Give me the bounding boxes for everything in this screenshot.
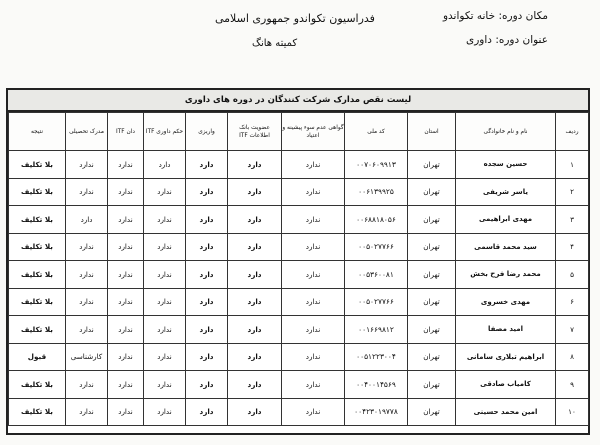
course-title-label: عنوان دوره:: [495, 34, 548, 46]
table-row: [9, 233, 589, 261]
column-header: حکم داوری ITF: [144, 113, 186, 151]
table-row: [9, 398, 589, 426]
table-cell: ندارد: [108, 233, 144, 261]
table-cell: ندارد: [144, 371, 186, 399]
table-cell: ندارد: [144, 261, 186, 289]
table-row: [9, 206, 589, 234]
table-cell: ندارد: [144, 178, 186, 206]
table-cell: ۰۰۷۰۶۰۹۹۱۳: [345, 151, 408, 179]
table-cell: تهران: [408, 316, 456, 344]
table-cell: دارد: [186, 316, 228, 344]
table-cell: ندارد: [108, 343, 144, 371]
table-cell: ۶: [556, 288, 589, 316]
table-cell: ندارد: [282, 371, 345, 399]
table-cell: دارد: [186, 371, 228, 399]
table-cell: دارد: [186, 398, 228, 426]
table-cell: ندارد: [66, 398, 108, 426]
table-cell: ندارد: [282, 288, 345, 316]
participants-table: [8, 112, 589, 426]
table-cell: ۴: [556, 233, 589, 261]
table-cell: ندارد: [144, 316, 186, 344]
table-cell: دارد: [228, 371, 282, 399]
table-cell: دارد: [66, 206, 108, 234]
table-cell: ندارد: [108, 288, 144, 316]
course-place: [443, 10, 548, 22]
table-cell: ندارد: [66, 288, 108, 316]
table-cell: ندارد: [108, 261, 144, 289]
table-cell: تهران: [408, 233, 456, 261]
column-header: دان ITF: [108, 113, 144, 151]
table-row: [9, 261, 589, 289]
table-cell: ندارد: [282, 151, 345, 179]
table-cell: ندارد: [282, 178, 345, 206]
table-cell: محمد رضا فرح بخش: [456, 261, 556, 289]
table-cell: دارد: [186, 343, 228, 371]
table-cell: ندارد: [282, 316, 345, 344]
table-cell: ندارد: [282, 233, 345, 261]
table-row: [9, 178, 589, 206]
table-cell: تهران: [408, 288, 456, 316]
table-row: [9, 288, 589, 316]
table-cell: امین محمد حسینی: [456, 398, 556, 426]
table-cell: ۰۰۵۰۲۷۷۶۶: [345, 288, 408, 316]
table-cell: ندارد: [282, 343, 345, 371]
table-cell: دارد: [186, 233, 228, 261]
table-cell: ندارد: [144, 288, 186, 316]
column-header: نتیجه: [9, 113, 66, 151]
table-cell: کامیاب صادقی: [456, 371, 556, 399]
table-cell: ندارد: [282, 398, 345, 426]
table-cell: ۳: [556, 206, 589, 234]
column-header: کد ملی: [345, 113, 408, 151]
course-place-value: خانه تکواندو: [442, 10, 496, 22]
table-cell: ۰۰۵۱۲۲۳۰۰۴: [345, 343, 408, 371]
table-cell: تهران: [408, 343, 456, 371]
table-cell: ندارد: [108, 206, 144, 234]
table-cell: دارد: [186, 288, 228, 316]
table-cell: ندارد: [66, 371, 108, 399]
table-cell: ۰۰۴۲۳۰۱۹۷۷۸: [345, 398, 408, 426]
table-row: [9, 151, 589, 179]
table-header-row: [9, 113, 589, 151]
table-cell: بلا تکلیف: [9, 261, 66, 289]
table-cell: ۰۰۱۶۶۹۸۱۲: [345, 316, 408, 344]
table-cell: دارد: [228, 343, 282, 371]
table-cell: مهدی خسروی: [456, 288, 556, 316]
table-cell: ندارد: [144, 233, 186, 261]
table-cell: ۹: [556, 371, 589, 399]
table-cell: ۱: [556, 151, 589, 179]
table-cell: دارد: [186, 261, 228, 289]
table-cell: تهران: [408, 371, 456, 399]
column-header: استان: [408, 113, 456, 151]
table-cell: بلا تکلیف: [9, 288, 66, 316]
table-cell: ۰۰۵۳۶۰۰۸۱: [345, 261, 408, 289]
table-cell: بلا تکلیف: [9, 151, 66, 179]
column-header: عضویت بانک اطلاعات ITF: [228, 113, 282, 151]
table-cell: ندارد: [108, 151, 144, 179]
column-header: گواهی عدم سوء پیشینه و اعتیاد: [282, 113, 345, 151]
table-cell: ندارد: [108, 316, 144, 344]
table-cell: دارد: [228, 398, 282, 426]
table-cell: ندارد: [282, 206, 345, 234]
table-cell: بلا تکلیف: [9, 371, 66, 399]
table-cell: ندارد: [66, 151, 108, 179]
table-cell: تهران: [408, 151, 456, 179]
table-cell: بلا تکلیف: [9, 206, 66, 234]
table-cell: ندارد: [66, 316, 108, 344]
table-cell: دارد: [228, 316, 282, 344]
column-header: مدرک تحصیلی: [66, 113, 108, 151]
table-cell: ۲: [556, 178, 589, 206]
table-cell: ندارد: [66, 261, 108, 289]
table-cell: ۰۰۶۱۳۹۹۲۵: [345, 178, 408, 206]
table-cell: بلا تکلیف: [9, 316, 66, 344]
table-cell: دارد: [144, 151, 186, 179]
table-cell: تهران: [408, 261, 456, 289]
table-cell: ندارد: [108, 371, 144, 399]
table-row: [9, 343, 589, 371]
table-cell: ۰۰۵۰۲۷۷۶۶: [345, 233, 408, 261]
table-cell: ندارد: [108, 178, 144, 206]
participants-table-frame: [6, 88, 590, 435]
table-cell: سید محمد قاسمی: [456, 233, 556, 261]
table-cell: بلا تکلیف: [9, 233, 66, 261]
table-cell: دارد: [228, 206, 282, 234]
table-cell: دارد: [228, 178, 282, 206]
table-cell: ۰۰۴۰۰۱۴۵۶۹: [345, 371, 408, 399]
table-row: [9, 316, 589, 344]
table-cell: دارد: [228, 151, 282, 179]
table-cell: کارشناسی: [66, 343, 108, 371]
table-cell: دارد: [228, 261, 282, 289]
column-header: نام و نام خانوادگی: [456, 113, 556, 151]
table-banner: لیست نقص مدارک شرکت کنندگان در دوره های داوری: [8, 90, 588, 112]
table-cell: ۱۰: [556, 398, 589, 426]
table-cell: دارد: [186, 178, 228, 206]
table-cell: مهدی ابراهیمی: [456, 206, 556, 234]
table-cell: قبول: [9, 343, 66, 371]
course-title: [466, 34, 548, 46]
table-cell: تهران: [408, 178, 456, 206]
table-cell: دارد: [186, 151, 228, 179]
table-cell: ابراهیم تبلاری سامانی: [456, 343, 556, 371]
column-header: واریزی: [186, 113, 228, 151]
table-cell: یاسر شریفی: [456, 178, 556, 206]
federation-title: فدراسیون تکواندو جمهوری اسلامی: [215, 12, 375, 25]
table-cell: ندارد: [144, 398, 186, 426]
table-cell: ندارد: [144, 206, 186, 234]
table-cell: ندارد: [108, 398, 144, 426]
table-cell: ندارد: [66, 233, 108, 261]
table-cell: حسین سجده: [456, 151, 556, 179]
table-cell: دارد: [186, 206, 228, 234]
table-cell: ۵: [556, 261, 589, 289]
course-place-label: مکان دوره:: [498, 10, 548, 22]
table-cell: دارد: [228, 233, 282, 261]
table-cell: بلا تکلیف: [9, 178, 66, 206]
course-title-value: داوری: [466, 34, 492, 46]
table-cell: امید مصفا: [456, 316, 556, 344]
table-body: [9, 151, 589, 426]
table-cell: ندارد: [282, 261, 345, 289]
table-cell: ۸: [556, 343, 589, 371]
table-cell: ندارد: [144, 343, 186, 371]
table-cell: بلا تکلیف: [9, 398, 66, 426]
table-row: [9, 371, 589, 399]
table-cell: دارد: [228, 288, 282, 316]
table-cell: تهران: [408, 206, 456, 234]
table-cell: ۰۰۶۸۸۱۸۰۵۶: [345, 206, 408, 234]
table-cell: ۷: [556, 316, 589, 344]
committee-title: کمیته هانگ: [252, 38, 298, 49]
table-cell: تهران: [408, 398, 456, 426]
column-header: ردیف: [556, 113, 589, 151]
table-cell: ندارد: [66, 178, 108, 206]
